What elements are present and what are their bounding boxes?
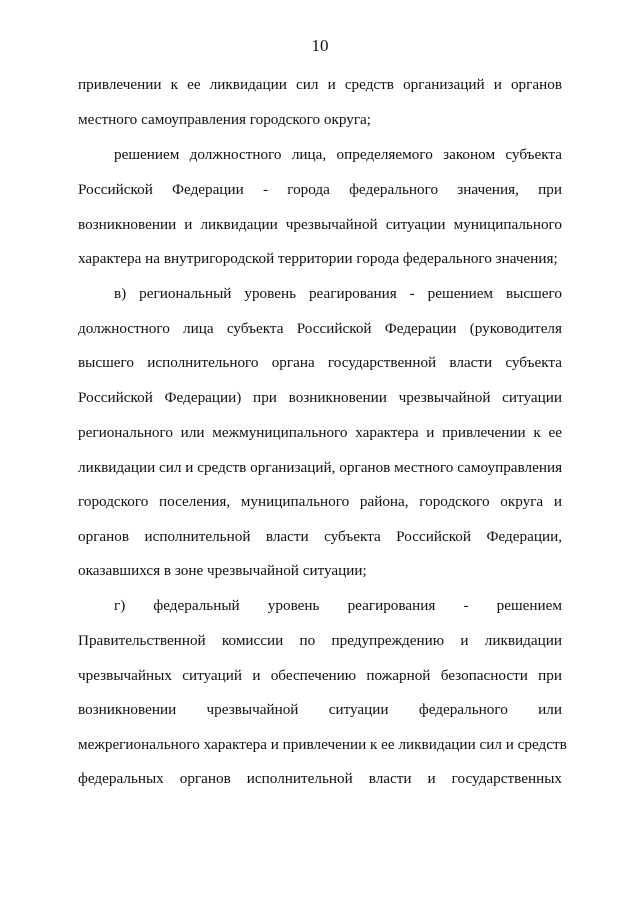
text-line: чрезвычайных ситуаций и обеспечению пожарной безопасности при	[78, 667, 562, 684]
text-line: возникновении и ликвидации чрезвычайной ситуации муниципального	[78, 216, 562, 233]
text-line: оказавшихся в зоне чрезвычайной ситуации;	[78, 562, 367, 579]
text-line: Российской Федерации) при возникновении чрезвычайной ситуации	[78, 389, 562, 406]
text-line: привлечении к ее ликвидации сил и средств организаций и органов	[78, 76, 562, 93]
text-line: регионального или межмуниципального характера и привлечении к ее	[78, 424, 562, 441]
text-line: Российской Федерации - города федерального значения, при	[78, 181, 562, 198]
text-line: местного самоуправления городского округа;	[78, 111, 372, 128]
text-line: высшего исполнительного органа государственной власти субъекта	[78, 354, 562, 371]
page-number: 10	[311, 36, 329, 55]
text-line: ликвидации сил и средств организаций, органов местного самоуправления	[78, 459, 563, 476]
paragraph-first-line: в) региональный уровень реагирования - решением высшего	[114, 285, 562, 302]
text-line: органов исполнительной власти субъекта Российской Федерации,	[78, 528, 562, 545]
text-line: городского поселения, муниципального района, городского округа и	[78, 493, 562, 510]
paragraph-first-line: г) федеральный уровень реагирования - решением	[114, 597, 562, 614]
text-line: характера на внутригородской территории города федерального значения;	[78, 250, 558, 267]
paragraph-first-line: решением должностного лица, определяемого законом субъекта	[114, 146, 562, 163]
text-line: федеральных органов исполнительной власти и государственных	[78, 770, 562, 787]
text-line: межрегионального характера и привлечении к ее ликвидации сил и средств	[78, 736, 567, 753]
text-line: возникновении чрезвычайной ситуации федерального или	[78, 701, 562, 718]
text-line: должностного лица субъекта Российской Федерации (руководителя	[78, 320, 562, 337]
text-line: Правительственной комиссии по предупреждению и ликвидации	[78, 632, 562, 649]
